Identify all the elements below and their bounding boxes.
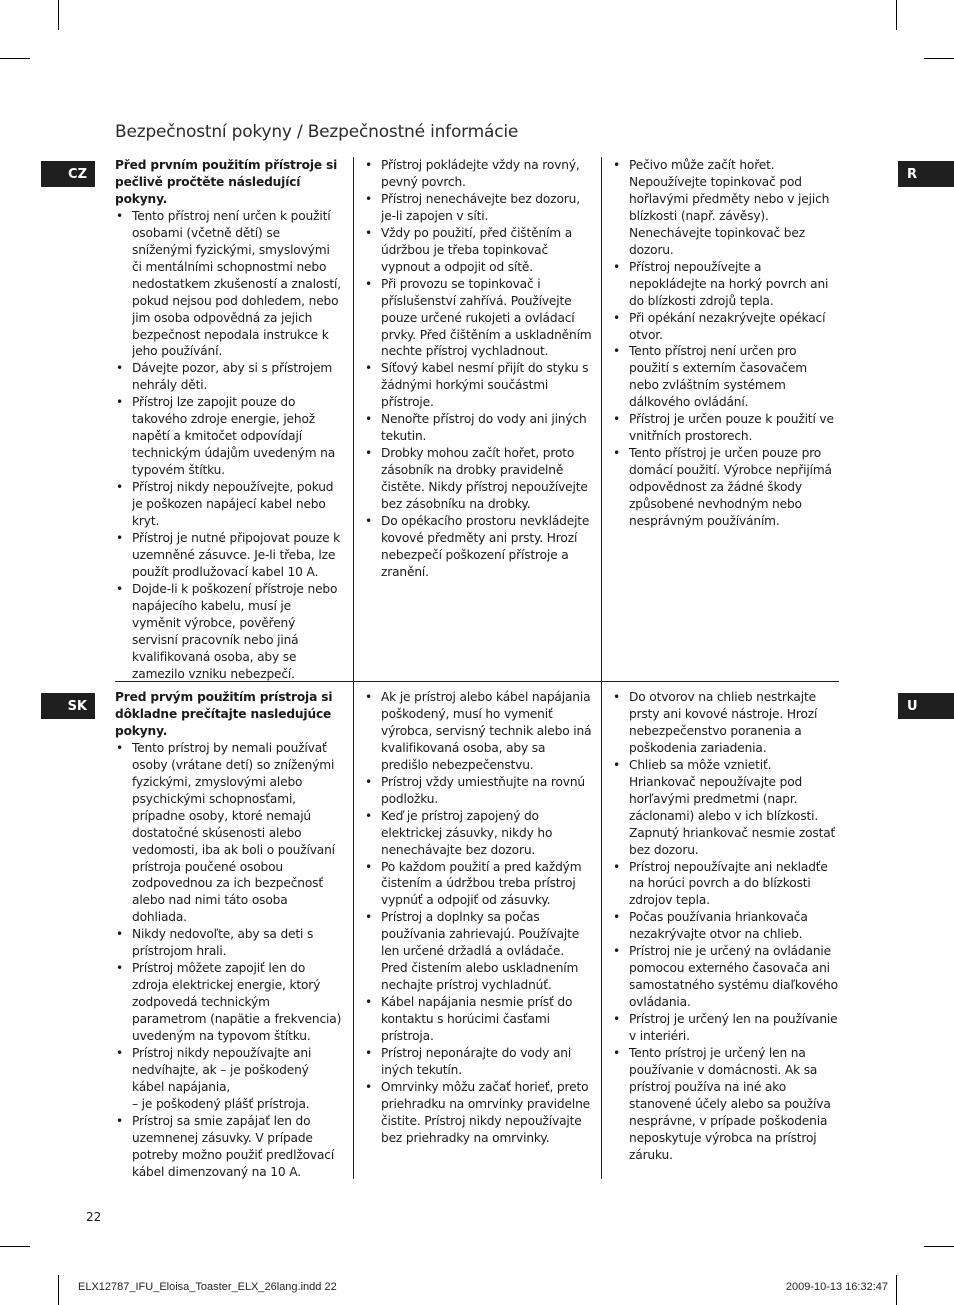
list-item: • Drobky mohou začít hořet, proto zásobník na drobky pravidelně čistěte. Nikdy přístroj nepoužívejte bez zásobníku na drobky. xyxy=(364,445,592,513)
crop-mark xyxy=(924,1246,954,1247)
list-item: • Síťový kabel nesmí přijít do styku s žádnými horkými součástmi přístroje. xyxy=(364,360,592,411)
list-item: • Prístroj nikdy nepoužívajte ani nedvíhajte, ak – je poškodený kábel napájania, – je poškodený plášť prístroja. xyxy=(115,1045,343,1113)
page-title: Bezpečnostní pokyny / Bezpečnostné informácie xyxy=(115,122,519,142)
list-item: • Do opékacího prostoru nevkládejte kovové předměty ani prsty. Hrozí nebezpečí poškození přístroje a zranění. xyxy=(364,513,592,581)
list-item: • Přístroj pokládejte vždy na rovný, pevný povrch. xyxy=(364,157,592,191)
crop-mark xyxy=(896,0,897,30)
list-item: • Omrvinky môžu začať horieť, preto priehradku na omrvinky pravidelne čistite. Prístroj nikdy nepoužívajte bez priehradky na omrvinky. xyxy=(364,1079,592,1147)
crop-mark xyxy=(58,0,59,30)
list-item: • Prístroj je určený len na používanie v interiéri. xyxy=(612,1011,840,1045)
cz-heading: Před prvním použitím přístroje si pečlivě pročtěte následující pokyny. xyxy=(115,158,338,206)
list-item: • Keď je prístroj zapojený do elektrickej zásuvky, nikdy ho nenechávajte bez dozoru. xyxy=(364,808,592,859)
footer-datetime: 2009-10-13 16:32:47 xyxy=(785,1281,888,1293)
crop-mark xyxy=(924,58,954,59)
list-item: • Tento přístroj není určen pro použití s externím časovačem nebo zvláštním systémem dálkového ovládání. xyxy=(612,343,840,411)
cz-list-1 xyxy=(115,208,343,683)
list-item: • Chlieb sa môže vznietiť. Hriankovač nepoužívajte pod horľavými predmetmi (napr. záclonami) alebo v ich blízkosti. Zapnutý hriankovač nesmie zostať bez dozoru. xyxy=(612,757,840,859)
language-tab-cz: CZ xyxy=(41,161,95,187)
list-item: • Přístroj je určen pouze k použití ve vnitřních prostorech. xyxy=(612,411,840,445)
list-item: • Prístroj nie je určený na ovládanie pomocou externého časovača ani samostatného systému diaľkového ovládania. xyxy=(612,943,840,1011)
list-item: • Vždy po použití, před čištěním a údržbou je třeba topinkovač vypnout a odpojit od sítě. xyxy=(364,225,592,276)
list-item: • Pečivo může začít hořet. Nepoužívejte topinkovač pod hořlavými předměty nebo v jejich blízkosti (např. závěsy). Nenechávejte topinkovač bez dozoru. xyxy=(612,157,840,259)
list-item: • Tento přístroj je určen pouze pro domácí použití. Výrobce nepřijímá odpovědnost za žádné škody způsobené nevhodným nebo nesprávným používáním. xyxy=(612,445,840,530)
sk-list-2 xyxy=(364,689,592,1147)
list-item: • Prístroj môžete zapojiť len do zdroja elektrickej energie, ktorý zodpovedá technickým parametrom (napätie a frekvencia) uvedeným na typovom štítku. xyxy=(115,960,343,1045)
cz-list-3 xyxy=(612,157,840,530)
cz-list-2 xyxy=(364,157,592,581)
language-tab-sk: SK xyxy=(41,693,95,719)
list-item: • Kábel napájania nesmie prísť do kontaktu s horúcimi časťami prístroja. xyxy=(364,994,592,1045)
language-tab-right: R xyxy=(898,161,954,187)
list-item: • Přístroj lze zapojit pouze do takového zdroje energie, jehož napětí a kmitočet odpovídají technickým údajům uvedeným na typovém štítku. xyxy=(115,394,343,479)
crop-mark xyxy=(0,1246,30,1247)
list-item: • Prístroj nepoužívajte ani nekladťe na horúci povrch a do blízkosti zdrojov tepla. xyxy=(612,859,840,910)
crop-mark xyxy=(0,58,30,59)
language-tab-right: U xyxy=(898,693,954,719)
list-item: • Přístroj nenechávejte bez dozoru, je-li zapojen v síti. xyxy=(364,191,592,225)
section-divider xyxy=(115,681,839,682)
sk-list-3 xyxy=(612,689,840,1164)
list-item: • Dávejte pozor, aby si s přístrojem nehrály děti. xyxy=(115,360,343,394)
list-item: • Při opékání nezakrývejte opékací otvor. xyxy=(612,310,840,344)
crop-mark xyxy=(58,1275,59,1305)
sk-column-3 xyxy=(612,689,840,1164)
sk-heading: Pred prvým použitím prístroja si dôkladne prečítajte nasledujúce pokyny. xyxy=(115,690,333,738)
list-item: • Počas používania hriankovača nezakrývajte otvor na chlieb. xyxy=(612,909,840,943)
sk-list-1 xyxy=(115,740,343,1181)
list-item: • Dojde-li k poškození přístroje nebo napájecího kabelu, musí je vyměnit výrobce, pověřený servisní pracovník nebo jiná kvalifikovaná osoba, aby se zamezilo vzniku nebezpečí. xyxy=(115,581,343,683)
list-item: • Tento prístroj je určený len na používanie v domácnosti. Ak sa prístroj používa na iné ako stanovené účely alebo sa používa nesprávne, v prípade poškodenia neposkytuje výrobca na prístroj záruku. xyxy=(612,1045,840,1164)
cz-column-2 xyxy=(364,157,592,581)
column-divider xyxy=(353,157,354,1179)
list-item: • Po každom použití a pred každým čistením a údržbou treba prístroj vypnúť a odpojiť od zásuvky. xyxy=(364,859,592,910)
cz-column-3 xyxy=(612,157,840,530)
list-item: • Přístroj nikdy nepoužívejte, pokud je poškozen napájecí kabel nebo kryt. xyxy=(115,479,343,530)
column-divider xyxy=(601,157,602,1179)
list-item: • Nikdy nedovoľte, aby sa deti s prístrojom hrali. xyxy=(115,926,343,960)
list-item: • Prístroj sa smie zapájať len do uzemnenej zásuvky. V prípade potreby možno použiť predlžovací kábel dimenzovaný na 10 A. xyxy=(115,1113,343,1181)
page-number: 22 xyxy=(86,1210,102,1224)
list-item: • Do otvorov na chlieb nestrkajte prsty ani kovové nástroje. Hrozí nebezpečenstvo poranenia a poškodenia zariadenia. xyxy=(612,689,840,757)
list-item: • Ak je prístroj alebo kábel napájania poškodený, musí ho vymeniť výrobca, servisný technik alebo iná kvalifikovaná osoba, aby sa predišlo nebezpečenstvu. xyxy=(364,689,592,774)
sk-column-2 xyxy=(364,689,592,1147)
list-item: • Prístroj neponárajte do vody ani iných tekutín. xyxy=(364,1045,592,1079)
list-item: • Prístroj vždy umiestňujte na rovnú podložku. xyxy=(364,774,592,808)
crop-mark xyxy=(896,1275,897,1305)
list-item: • Tento prístroj by nemali používať osoby (vrátane detí) so zníženými fyzickými, zmyslovými alebo psychickými schopnosťami, prípadne osoby, ktoré nemajú dostatočné skúsenosti alebo vedomosti, iba ak boli o používaní prístroja poučené osobou zodpovednou za ich bezpečnosť alebo nad nimi táto osoba dohliada. xyxy=(115,740,343,926)
cz-column-1 xyxy=(115,157,343,683)
sk-column-1 xyxy=(115,689,343,1181)
list-item: • Při provozu se topinkovač i příslušenství zahřívá. Používejte pouze určené rukojeti a ovládací prvky. Před čištěním a uskladněním nechte přístroj vychladnout. xyxy=(364,276,592,361)
footer-file: ELX12787_IFU_Eloisa_Toaster_ELX_26lang.indd 22 xyxy=(78,1281,337,1293)
list-item: • Nenořte přístroj do vody ani jiných tekutin. xyxy=(364,411,592,445)
list-item: • Tento přístroj není určen k použití osobami (včetně dětí) se sníženými fyzickými, smyslovými či mentálními schopnostmi nebo nedostatkem zkušeností a znalostí, pokud nejsou pod dohledem, nebo jim osoba odpovědná za jejich bezpečnost nepodala instrukce k jeho používání. xyxy=(115,208,343,361)
list-item: • Prístroj a doplnky sa počas používania zahrievajú. Používajte len určené držadlá a ovládače. Pred čistením alebo uskladnením nechajte prístroj vychladnúť. xyxy=(364,909,592,994)
list-item: • Přístroj nepoužívejte a nepokládejte na horký povrch ani do blízkosti zdrojů tepla. xyxy=(612,259,840,310)
list-item: • Přístroj je nutné připojovat pouze k uzemněné zásuvce. Je-li třeba, lze použít prodlužovací kabel 10 A. xyxy=(115,530,343,581)
